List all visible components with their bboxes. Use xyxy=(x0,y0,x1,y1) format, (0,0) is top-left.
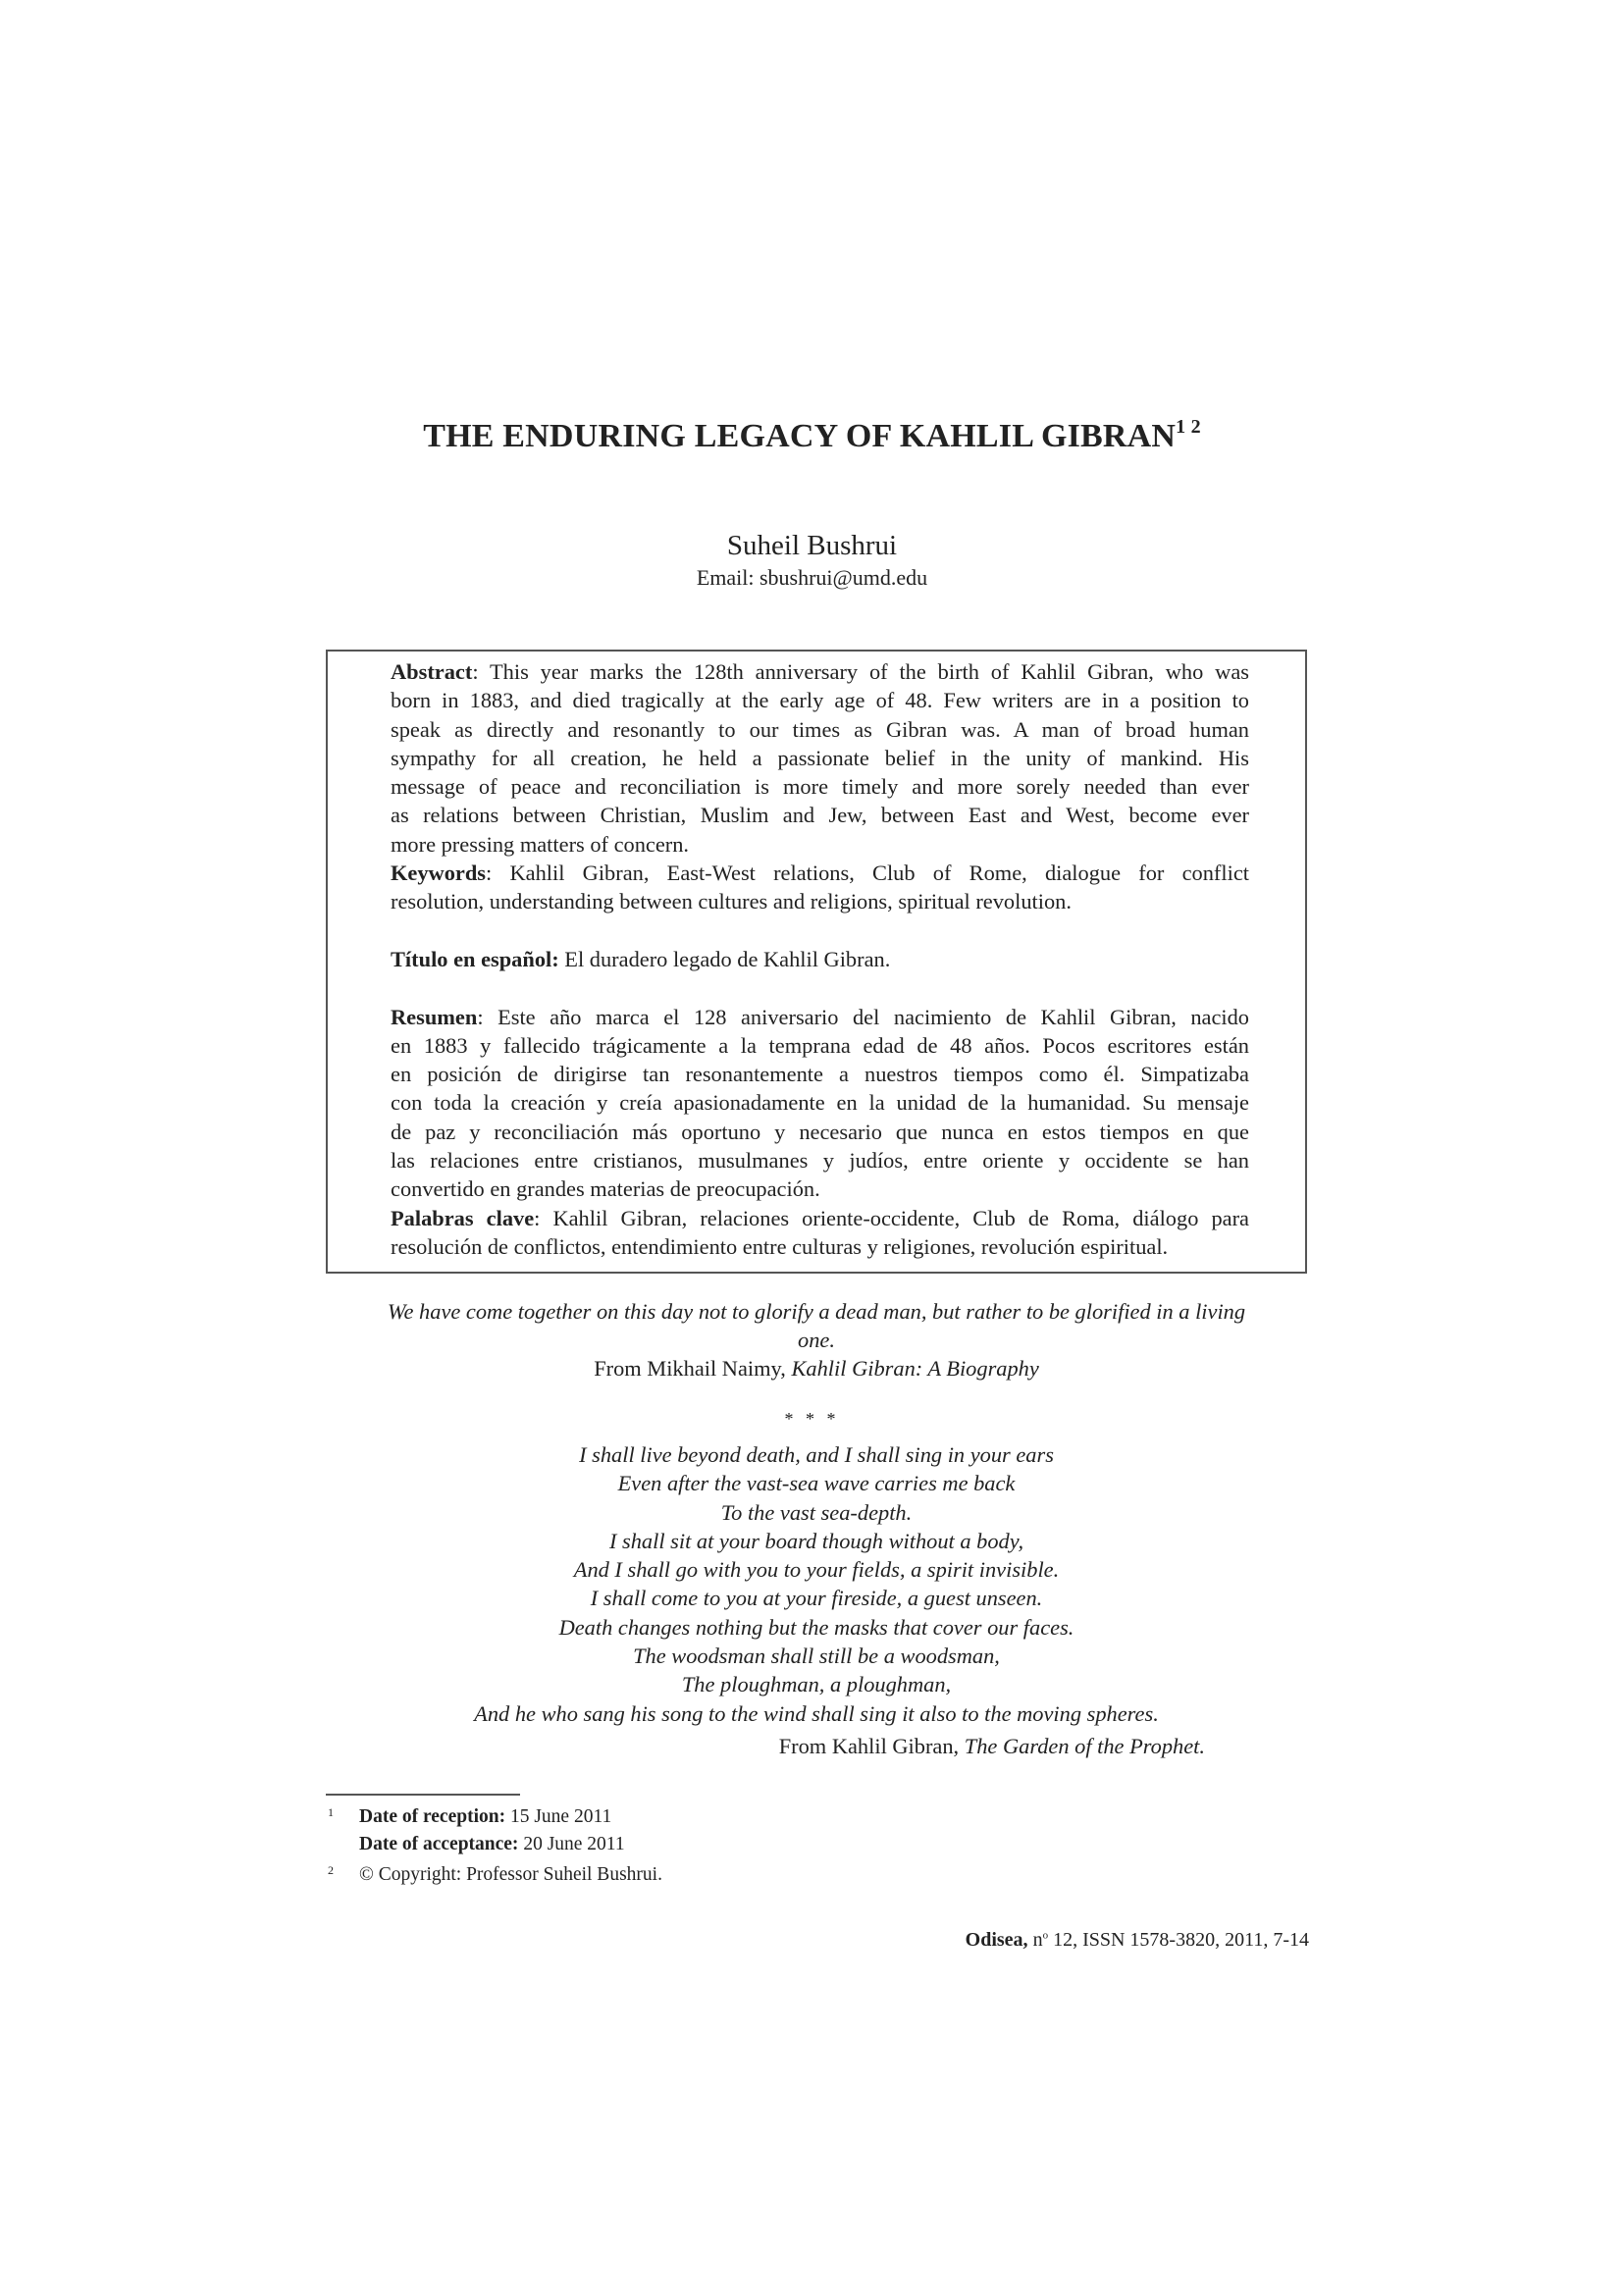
palabras-label: Palabras clave xyxy=(391,1205,535,1230)
poem-source: From Kahlil Gibran, The Garden of the Prophet. xyxy=(778,1734,1205,1758)
resumen-line: de paz y reconciliación más oportuno y necesario que nunca en estos tiempos en que xyxy=(391,1119,1249,1144)
resumen-line: en 1883 y fallecido trágicamente a la temprana edad de 48 años. Pocos escritores están xyxy=(391,1032,1249,1058)
poem-line: I shall come to you at your fireside, a guest unseen. xyxy=(590,1586,1043,1611)
poem-line: I shall live beyond death, and I shall sing in your ears xyxy=(579,1442,1054,1467)
abstract-line: as relations between Christian, Muslim and Jew, between East and West, become ever xyxy=(391,803,1249,828)
footnote: 1 Date of reception: 15 June 2011 xyxy=(328,1805,612,1827)
palabras-line: resolución de conflictos, entendimiento entre culturas y religiones, revolución espiritual. xyxy=(391,1233,1169,1259)
poem-line: Death changes nothing but the masks that cover our faces. xyxy=(558,1614,1074,1640)
abstract-line: Abstract: This year marks the 128th anniversary of the birth of Kahlil Gibran, who was xyxy=(391,659,1249,684)
title-text: THE ENDURING LEGACY OF KAHLIL GIBRAN xyxy=(423,418,1177,454)
footnote: 2 © Copyright: Professor Suheil Bushrui. xyxy=(328,1863,662,1885)
epigraph-line: one. xyxy=(798,1328,835,1352)
resumen-line: convertido en grandes materias de preocupación. xyxy=(391,1176,820,1202)
resumen-label: Resumen xyxy=(391,1004,478,1029)
epigraph xyxy=(326,1297,1307,1383)
abstract-box xyxy=(326,650,1307,1274)
spanish-title: Título en español: El duradero legado de Kahlil Gibran. xyxy=(391,946,891,971)
poem-line: The woodsman shall still be a woodsman, xyxy=(633,1644,1000,1669)
palabras-line: Palabras clave: Kahlil Gibran, relaciones oriente-occidente, Club de Roma, diálogo para xyxy=(391,1205,1249,1230)
poem-line: To the vast sea-depth. xyxy=(720,1499,913,1525)
footnote: Date of acceptance: 20 June 2011 xyxy=(359,1833,625,1854)
journal-footer: Odisea, $n^o$ 12, ISSN 1578-3820, 2011, 7-14 xyxy=(965,1929,1309,1951)
abstract-line: message of peace and reconciliation is more timely and more sorely needed than ever xyxy=(391,774,1249,800)
abstract-line: born in 1883, and died tragically at the early age of 48. Few writers are in a position to xyxy=(391,688,1249,713)
poem-line: Even after the vast-sea wave carries me back xyxy=(617,1471,1016,1496)
abstract-line: sympathy for all creation, he held a passionate belief in the unity of mankind. His xyxy=(391,745,1249,770)
footnote-refs: 1 2 xyxy=(1176,416,1201,438)
epigraph-source: From Mikhail Naimy, Kahlil Gibran: A Biography xyxy=(594,1356,1039,1381)
poem xyxy=(326,1440,1307,1728)
poem-line: I shall sit at your board though without a body, xyxy=(608,1528,1024,1553)
poem-line: And I shall go with you to your fields, a spirit invisible. xyxy=(573,1557,1060,1583)
abstract-label: Abstract xyxy=(391,659,473,684)
keywords-line: Keywords: Kahlil Gibran, East-West relations, Club of Rome, dialogue for conflict xyxy=(391,861,1249,886)
poem-line: The ploughman, a ploughman, xyxy=(681,1672,952,1697)
page-title xyxy=(0,416,1624,455)
abstract-line: more pressing matters of concern. xyxy=(391,831,690,857)
footnote-rule xyxy=(326,1794,520,1796)
keywords-line: resolution, understanding between cultures and religions, spiritual revolution. xyxy=(391,889,1072,914)
resumen-line: Resumen: Este año marca el 128 aniversario del nacimiento de Kahlil Gibran, nacido xyxy=(391,1004,1249,1029)
author-email: Email: sbushrui@umd.edu xyxy=(696,565,928,590)
separator: * * * xyxy=(784,1409,840,1429)
epigraph-line: We have come together on this day not to glorify a dead man, but rather to be glorified in a living xyxy=(387,1299,1246,1324)
resumen-line: en posición de dirigirse tan resonantemente a nuestros tiempos como él. Simpatizaba xyxy=(391,1062,1249,1087)
author-name: Suheil Bushrui xyxy=(726,530,898,561)
footnotes xyxy=(326,1800,662,1889)
poem-line: And he who sang his song to the wind shall sing it also to the moving spheres. xyxy=(474,1700,1159,1726)
resumen-line: con toda la creación y creía apasionadamente en la unidad de la humanidad. Su mensaje xyxy=(391,1090,1249,1116)
abstract-text xyxy=(391,657,1249,1261)
keywords-label: Keywords xyxy=(391,861,487,886)
resumen-line: las relaciones entre cristianos, musulmanes y judíos, entre oriente y occidente se han xyxy=(391,1148,1249,1174)
abstract-line: speak as directly and resonantly to our times as Gibran was. A man of broad human xyxy=(391,716,1249,742)
